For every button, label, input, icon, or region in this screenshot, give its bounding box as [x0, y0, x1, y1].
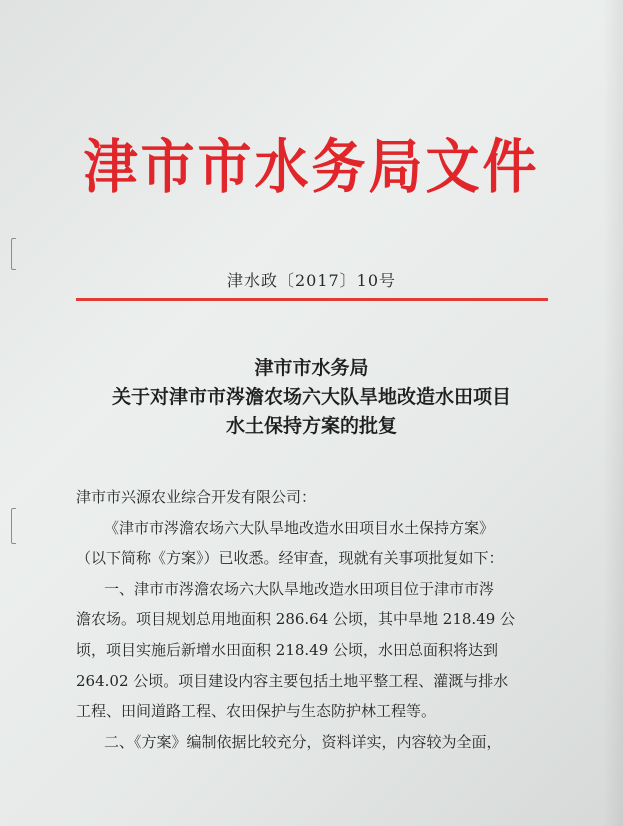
- red-divider-line: [76, 298, 548, 301]
- body-line: 工程、田间道路工程、农田保护与生态防护林工程等。: [76, 702, 437, 721]
- subject-line-issuer: 津市市水务局: [254, 357, 369, 379]
- body-line: 二、《方案》编制依据比较充分，资料详实，内容较为全面，: [104, 732, 502, 751]
- body-line: 一、津市市涔澹农场六大队旱地改造水田项目位于津市市涔: [104, 579, 495, 598]
- document-subject: [0, 354, 623, 441]
- subject-line-topic: 关于对津市市涔澹农场六大队旱地改造水田项目: [111, 386, 511, 408]
- staple-mark-top: [11, 238, 16, 270]
- addressee: 津市市兴源农业综合开发有限公司：: [76, 488, 317, 506]
- document-body: [76, 482, 566, 757]
- body-line: 澹农场。项目规划总用地面积 286.64 公顷，其中旱地 218.49 公: [76, 610, 516, 629]
- body-line: 顷，项目实施后新增水田面积 218.49 公顷，水田总面积将达到: [76, 640, 499, 659]
- document-number: 津水政〔2017〕10号: [226, 271, 397, 290]
- body-line: 264.02 公顷。项目建设内容主要包括土地平整工程、灌溉与排水: [76, 671, 509, 690]
- staple-mark-bottom: [11, 508, 16, 544]
- document-header-title: 津市市水务局文件: [83, 131, 540, 201]
- body-line: 《津市市涔澹农场六大队旱地改造水田项目水土保持方案》: [104, 518, 495, 537]
- body-line: （以下简称《方案》）已收悉。经审查，现就有关事项批复如下：: [76, 549, 504, 568]
- subject-line-topic-cont: 水土保持方案的批复: [225, 415, 397, 437]
